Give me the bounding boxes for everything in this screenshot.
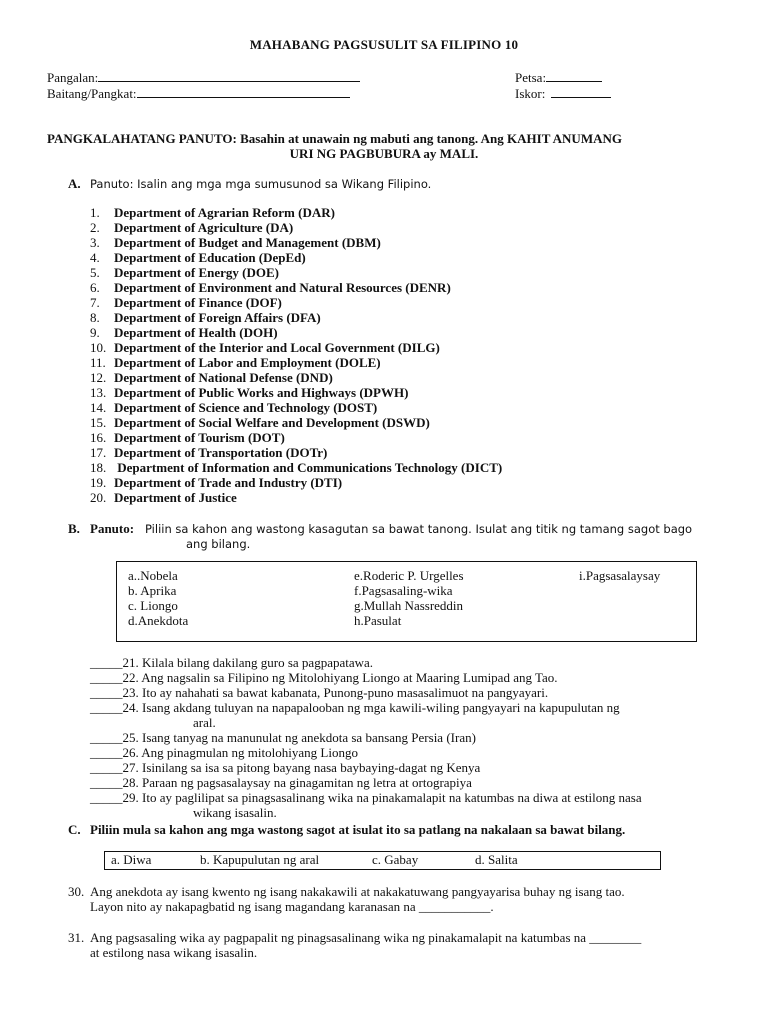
agency-item-number: 18. <box>90 460 107 475</box>
agency-item-number: 5. <box>90 265 100 280</box>
agency-item-number: 19. <box>90 475 107 490</box>
section-b-choice: g.Mullah Nassreddin <box>354 598 464 613</box>
agency-item-text: Department of National Defense (DND) <box>114 370 333 385</box>
agency-item-text: Department of the Interior and Local Government (DILG) <box>114 340 440 355</box>
answer-blank[interactable]: _____ <box>90 655 123 670</box>
agency-item-number: 15. <box>90 415 107 430</box>
agency-list-item <box>90 370 333 386</box>
question-number: 27. <box>122 760 139 775</box>
agency-list-item <box>90 340 440 356</box>
section-c-question-line2: Layon nito ay nakapagbatid ng isang magandang karanasan na ___________. <box>90 899 494 914</box>
question-item <box>90 760 480 776</box>
exam-title: MAHABANG PAGSUSULIT SA FILIPINO 10 <box>249 37 519 52</box>
grade-section-field <box>47 86 350 102</box>
question-item <box>90 655 373 671</box>
date-blank[interactable] <box>546 70 602 82</box>
agency-item-text: Department of Science and Technology (DOST) <box>114 400 378 415</box>
answer-blank[interactable]: _____ <box>90 760 123 775</box>
question-number: 21. <box>122 655 139 670</box>
section-b-choice: e.Roderic P. Urgelles <box>354 568 464 583</box>
section-b-panuto-label: Panuto: <box>90 521 135 536</box>
agency-list-item <box>90 325 278 341</box>
agency-list-item <box>90 310 321 326</box>
agency-item-number: 7. <box>90 295 100 310</box>
agency-list-item <box>90 445 327 461</box>
question-item <box>90 790 642 806</box>
agency-item-number: 2. <box>90 220 100 235</box>
agency-list-item <box>90 295 282 311</box>
agency-item-number: 6. <box>90 280 100 295</box>
agency-item-number: 17. <box>90 445 107 460</box>
question-item <box>90 745 358 761</box>
agency-list-item <box>90 355 381 371</box>
agency-list-item <box>90 265 279 281</box>
question-item <box>90 730 476 746</box>
agency-list-item <box>90 430 285 446</box>
section-c-question-line1: Ang pagsasaling wika ay pagpapalit ng pinagsasalinang wika ng pinakamalapit na katumbas na ________ <box>90 930 642 945</box>
question-text: Ito ay paglilipat sa pinagsasalinang wika na pinakamalapit na katumbas na diwa at estilong nasa <box>142 790 642 805</box>
agency-item-number: 20. <box>90 490 107 505</box>
agency-item-text: Department of Finance (DOF) <box>114 295 282 310</box>
agency-item-text: Department of Energy (DOE) <box>114 265 279 280</box>
agency-item-text: Department of Agriculture (DA) <box>114 220 294 235</box>
section-b-choice: c. Liongo <box>128 598 178 613</box>
section-b-choice: i.Pagsasalaysay <box>579 568 661 583</box>
section-c-choice: d. Salita <box>475 852 518 867</box>
question-text-continuation: wikang isasalin. <box>193 805 277 820</box>
question-number: 22. <box>122 670 139 685</box>
question-item <box>90 670 558 686</box>
question-item <box>90 700 620 716</box>
agency-item-text: Department of Foreign Affairs (DFA) <box>114 310 321 325</box>
agency-list-item <box>90 280 451 296</box>
agency-list-item <box>90 475 342 491</box>
agency-item-text: Department of Justice <box>114 490 237 505</box>
grade-section-label: Baitang/Pangkat: <box>47 86 137 101</box>
agency-list-item <box>90 415 430 431</box>
agency-item-text: Department of Health (DOH) <box>114 325 278 340</box>
agency-list-item <box>90 220 293 236</box>
section-b-choice: b. Aprika <box>128 583 177 598</box>
agency-item-number: 8. <box>90 310 100 325</box>
section-c-choice: b. Kapupulutan ng aral <box>200 852 320 867</box>
answer-blank[interactable]: _____ <box>90 790 123 805</box>
question-text: Isinilang sa isa sa pitong bayang nasa baybaying-dagat ng Kenya <box>142 760 481 775</box>
agency-list-item <box>90 490 237 506</box>
agency-item-number: 9. <box>90 325 100 340</box>
section-c-letter: C. <box>68 822 81 837</box>
section-b-choice: d.Anekdota <box>128 613 189 628</box>
section-b-instruction-line2: ang bilang. <box>186 537 251 551</box>
agency-list-item <box>90 250 306 266</box>
question-text-continuation: aral. <box>193 715 216 730</box>
question-text: Isang akdang tuluyan na napapalooban ng mga kawili-wiling pangyayari na kapupulutan ng <box>142 700 620 715</box>
agency-item-text: Department of Trade and Industry (DTI) <box>114 475 343 490</box>
agency-item-number: 1. <box>90 205 100 220</box>
agency-item-text: Department of Environment and Natural Resources (DENR) <box>114 280 451 295</box>
agency-list-item <box>90 235 381 251</box>
agency-item-text: Department of Agrarian Reform (DAR) <box>114 205 335 220</box>
score-label: Iskor: <box>515 86 546 101</box>
answer-blank[interactable]: _____ <box>90 775 123 790</box>
agency-item-number: 3. <box>90 235 100 250</box>
section-c-choice: a. Diwa <box>111 852 152 867</box>
question-number: 25. <box>122 730 139 745</box>
question-item <box>90 775 472 791</box>
agency-item-text: Department of Transportation (DOTr) <box>114 445 328 460</box>
score-blank[interactable] <box>551 86 611 98</box>
section-b-letter: B. <box>68 521 80 536</box>
question-text: Kilala bilang dakilang guro sa pagpapatawa. <box>142 655 374 670</box>
section-b-choice: h.Pasulat <box>354 613 402 628</box>
agency-item-text: Department of Tourism (DOT) <box>114 430 285 445</box>
answer-blank[interactable]: _____ <box>90 745 123 760</box>
agency-item-number: 16. <box>90 430 107 445</box>
section-c-question-line2: at estilong nasa wikang isasalin. <box>90 945 258 960</box>
agency-item-text: Department of Information and Communications Technology (DICT) <box>114 460 503 475</box>
grade-section-blank[interactable] <box>137 86 350 98</box>
section-c-choice: c. Gabay <box>372 852 419 867</box>
section-c-question-number: 30. <box>68 884 85 899</box>
answer-blank[interactable]: _____ <box>90 700 123 715</box>
question-number: 26. <box>122 745 139 760</box>
agency-item-number: 10. <box>90 340 107 355</box>
question-item <box>90 685 548 701</box>
agency-item-number: 13. <box>90 385 107 400</box>
agency-item-text: Department of Budget and Management (DBM) <box>114 235 381 250</box>
question-number: 24. <box>122 700 139 715</box>
answer-blank[interactable]: _____ <box>90 685 123 700</box>
section-b-choice: f.Pagsasaling-wika <box>354 583 453 598</box>
section-c-question-number: 31. <box>68 930 85 945</box>
question-number: 23. <box>122 685 139 700</box>
section-a-instruction: Panuto: Isalin ang mga mga sumusunod sa Wikang Filipino. <box>90 177 432 191</box>
agency-item-number: 12. <box>90 370 107 385</box>
name-field <box>47 70 360 86</box>
agency-item-number: 11. <box>90 355 106 370</box>
agency-item-text: Department of Education (DepEd) <box>114 250 306 265</box>
agency-item-text: Department of Public Works and Highways (DPWH) <box>114 385 409 400</box>
agency-list-item <box>90 385 408 401</box>
question-text: Ang pinagmulan ng mitolohiyang Liongo <box>141 745 358 760</box>
section-a-letter: A. <box>68 176 81 191</box>
name-label: Pangalan: <box>47 70 99 85</box>
agency-item-number: 14. <box>90 400 107 415</box>
section-c-instruction: Piliin mula sa kahon ang mga wastong sagot at isulat ito sa patlang na nakalaan sa bawat bilang. <box>90 822 626 837</box>
question-text: Ito ay nahahati sa bawat kabanata, Punong-puno masasalimuot na pangyayari. <box>142 685 549 700</box>
answer-blank[interactable]: _____ <box>90 730 123 745</box>
section-b-instruction-line1: Piliin sa kahon ang wastong kasagutan sa bawat tanong. Isulat ang titik ng tamang sagot bago <box>145 522 693 536</box>
question-text: Paraan ng pagsasalaysay na ginagamitan ng letra at ortograpiya <box>142 775 472 790</box>
answer-blank[interactable]: _____ <box>90 670 123 685</box>
agency-item-number: 4. <box>90 250 100 265</box>
section-b-choice: a..Nobela <box>128 568 178 583</box>
agency-item-text: Department of Social Welfare and Development (DSWD) <box>114 415 430 430</box>
agency-list-item <box>90 400 377 416</box>
score-field <box>515 86 611 102</box>
name-blank[interactable] <box>98 70 360 82</box>
agency-list-item <box>90 205 335 221</box>
agency-item-text: Department of Labor and Employment (DOLE) <box>114 355 381 370</box>
question-text: Isang tanyag na manunulat ng anekdota sa bansang Persia (Iran) <box>142 730 476 745</box>
date-field <box>515 70 602 86</box>
general-instructions-line2: URI NG PAGBUBURA ay MALI. <box>289 146 479 161</box>
question-text: Ang nagsalin sa Filipino ng Mitolohiyang Liongo at Maaring Lumipad ang Tao. <box>141 670 558 685</box>
section-c-question-line1: Ang anekdota ay isang kwento ng isang nakakawili at nakakatuwang pangyayarisa buhay ng isang tao. <box>90 884 625 899</box>
general-instructions-line1: PANGKALAHATANG PANUTO: Basahin at unawain ng mabuti ang tanong. Ang KAHIT ANUMANG <box>47 131 622 146</box>
agency-list-item <box>90 460 502 476</box>
date-label: Petsa: <box>515 70 547 85</box>
question-number: 29. <box>122 790 139 805</box>
question-number: 28. <box>122 775 139 790</box>
